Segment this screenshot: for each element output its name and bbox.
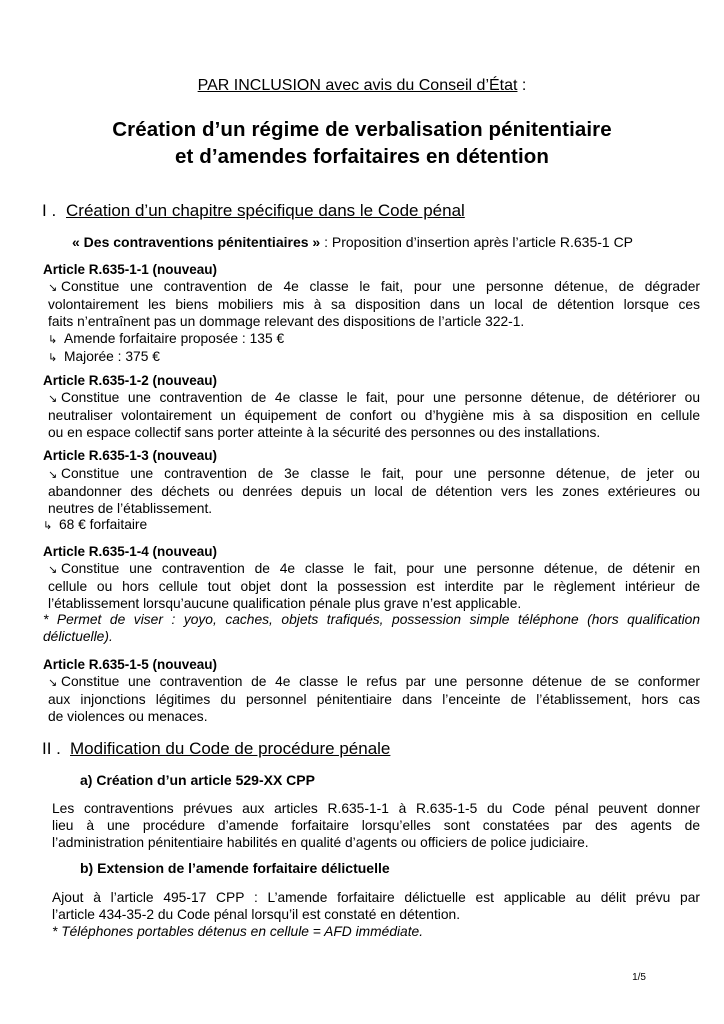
chapter-insertion-note: : Proposition d’insertion après l’article R.635-1 CP xyxy=(320,234,634,250)
article-1-line: Constitue une contravention de 4e classe le fait, pour une personne détenue, de dégrader xyxy=(61,279,700,294)
hook-arrow-icon: ↳ xyxy=(48,333,58,346)
subsection-a-body xyxy=(52,800,700,851)
article-1-line: volontairement les biens mobiliers mis à sa disposition dans un local de détention lorsque ces xyxy=(48,297,700,312)
subsection-b-body xyxy=(52,889,700,940)
subsection-b-note: * Téléphones portables détenus en cellule = AFD immédiate. xyxy=(52,924,424,939)
section-2-number: II . xyxy=(42,739,61,758)
article-4-line: cellule ou hors cellule tout objet dont la possession est interdite par le règlement intérieur de xyxy=(48,579,700,594)
section-1-subtitle xyxy=(72,234,633,250)
article-4-note-line: délictuelle). xyxy=(43,629,113,644)
hook-arrow-icon: ↳ xyxy=(48,351,58,364)
subsection-b-line: l’article 434-35-2 du Code pénal lorsqu’il est constaté en détention. xyxy=(52,907,461,922)
subsection-a-heading: a) Création d’un article 529-XX CPP xyxy=(80,772,315,788)
article-3-fine xyxy=(43,516,443,534)
article-1-line: faits n’entraînent pas un dommage relevant des dispositions de l’article 322-1. xyxy=(48,314,525,329)
article-4-body xyxy=(48,560,700,612)
article-3-heading: Article R.635-1-3 (nouveau) xyxy=(43,448,218,463)
section-2-heading xyxy=(42,739,390,759)
subsection-a-line: Les contraventions prévues aux articles R.635-1-1 à R.635-1-5 du Code pénal peuvent donner xyxy=(52,801,700,816)
fine-amount: Amende forfaitaire proposée : 135 € xyxy=(64,331,285,346)
article-4-note xyxy=(43,611,700,645)
article-4-note-line: * Permet de viser : yoyo, caches, objets trafiqués, possession simple téléphone (hors qualification xyxy=(43,612,700,627)
increased-fine-amount: Majorée : 375 € xyxy=(64,349,160,364)
subsection-b-line: Ajout à l’article 495-17 CPP : L’amende forfaitaire délictuelle est applicable au délit prévu par xyxy=(52,890,700,905)
article-1-body xyxy=(48,278,700,366)
article-5-line: Constitue une contravention de 4e classe le refus par une personne détenue de se conformer xyxy=(61,674,700,689)
article-1-heading: Article R.635-1-1 (nouveau) xyxy=(43,262,218,277)
article-3-body xyxy=(48,465,700,517)
hook-arrow-icon: ↳ xyxy=(43,519,53,532)
subsection-a-line: lieu à une procédure d’amende forfaitaire lorsqu’elles sont constatées par des agents de xyxy=(52,818,700,833)
bullet-arrow-icon: ↘ xyxy=(48,468,58,481)
header-label: PAR INCLUSION avec avis du Conseil d’État xyxy=(197,77,518,94)
article-5-line: de violences ou menaces. xyxy=(48,709,208,724)
section-1-heading xyxy=(42,201,465,221)
article-2-heading: Article R.635-1-2 (nouveau) xyxy=(43,373,218,388)
document-title-line-2: et d’amendes forfaitaires en détention xyxy=(174,145,550,168)
bullet-arrow-icon: ↘ xyxy=(48,676,58,689)
article-4-line: l’établissement lorsqu’aucune qualification pénale plus grave n’est applicable. xyxy=(48,596,522,611)
bullet-arrow-icon: ↘ xyxy=(48,281,58,294)
article-5-line: aux injonctions légitimes du personnel pénitentiaire dans l’enceinte de l’établissement, hors cas xyxy=(48,692,700,707)
page-number: 1/5 xyxy=(632,972,646,983)
fine-amount: 68 € forfaitaire xyxy=(59,517,148,532)
article-2-body xyxy=(48,389,700,441)
bullet-arrow-icon: ↘ xyxy=(48,563,58,576)
article-2-line: ou en espace collectif sans porter atteinte à la sécurité des personnes ou des installations. xyxy=(48,425,601,440)
section-2-label: Modification du Code de procédure pénale xyxy=(70,739,391,758)
section-1-label: Création d’un chapitre spécifique dans le Code pénal xyxy=(66,201,465,220)
article-3-line: abandonner des déchets ou denrées depuis un local de détention vers les zones extérieures ou xyxy=(48,484,700,499)
section-1-number: I . xyxy=(42,201,57,220)
document-header xyxy=(0,77,724,95)
article-4-heading: Article R.635-1-4 (nouveau) xyxy=(43,544,218,559)
bullet-arrow-icon: ↘ xyxy=(48,392,58,405)
document-title-line-1: Création d’un régime de verbalisation pénitentiaire xyxy=(112,118,612,141)
header-suffix: : xyxy=(517,77,527,94)
article-2-line: neutraliser volontairement un équipement de confort ou d’hygiène mis à sa disposition en cellule xyxy=(48,408,700,423)
article-4-line: Constitue une contravention de 4e classe le fait, pour une personne détenue, de détenir en xyxy=(61,561,700,576)
chapter-name: « Des contraventions pénitentiaires » xyxy=(72,234,321,250)
article-3-line: Constitue une contravention de 3e classe le fait, pour une personne détenue, de jeter ou xyxy=(61,466,700,481)
article-5-heading: Article R.635-1-5 (nouveau) xyxy=(43,657,218,672)
subsection-b-heading: b) Extension de l’amende forfaitaire délictuelle xyxy=(80,860,390,876)
subsection-a-line: l’administration pénitentiaire habilités en qualité d’agents ou officiers de police judiciaire. xyxy=(52,835,589,850)
article-5-body xyxy=(48,673,700,725)
article-3-line: neutres de l’établissement. xyxy=(48,501,213,516)
article-2-line: Constitue une contravention de 4e classe le fait, pour une personne détenue, de détériorer ou xyxy=(61,390,700,405)
